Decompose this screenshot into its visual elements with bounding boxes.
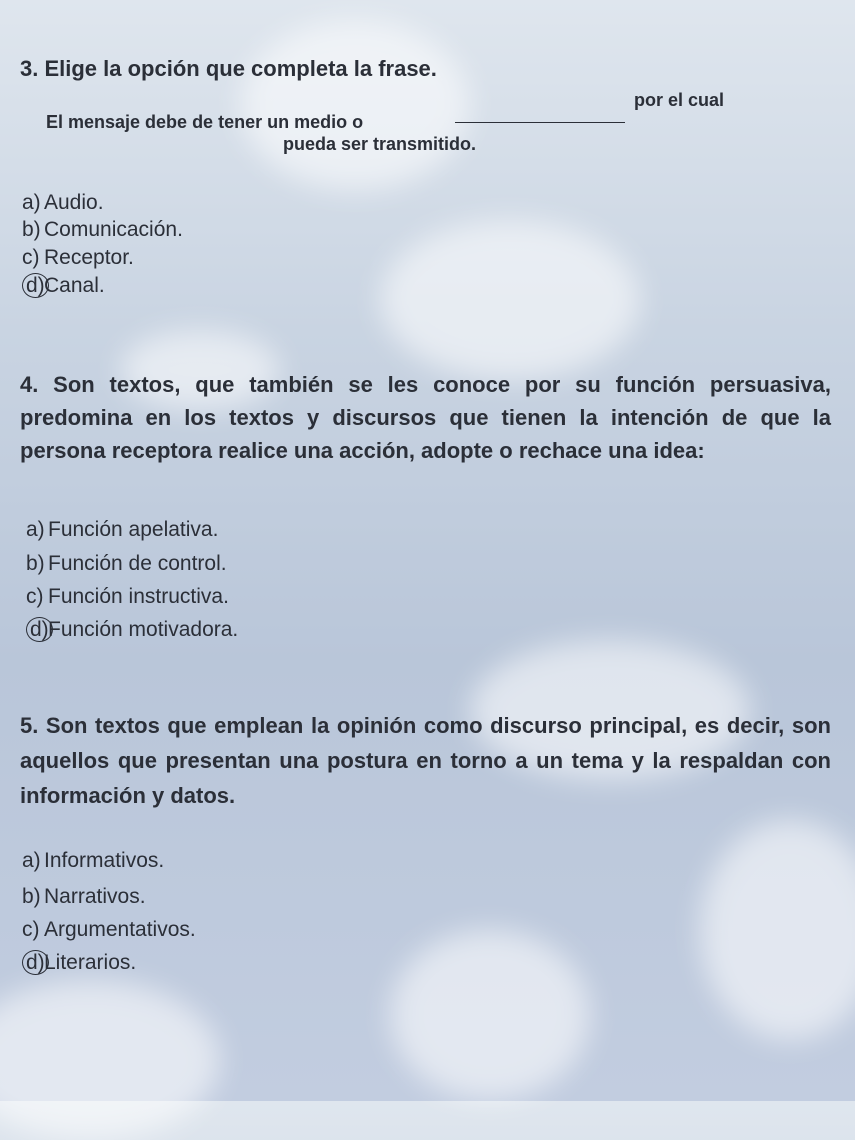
light-patch xyxy=(390,930,590,1100)
option-text: Narrativos. xyxy=(44,885,146,908)
option-letter-circled: d) xyxy=(22,949,44,976)
option-text: Argumentativos. xyxy=(44,918,196,941)
question-5-option-d-selected[interactable] xyxy=(22,949,136,976)
option-text: Audio. xyxy=(44,191,104,214)
option-letter: b) xyxy=(22,885,41,908)
question-3-sentence-part1: El mensaje debe de tener un medio o xyxy=(46,112,364,132)
question-5-option-a[interactable] xyxy=(22,847,164,874)
option-text: Literarios. xyxy=(44,951,137,974)
question-3-title: 3. Elige la opción que completa la frase. xyxy=(20,56,437,81)
option-text: Comunicación. xyxy=(44,218,183,241)
option-text: Función de control. xyxy=(48,552,227,575)
option-letter-circled: d) xyxy=(26,616,48,643)
option-text: Función apelativa. xyxy=(48,518,219,541)
option-letter: a) xyxy=(22,849,41,872)
option-text: Canal. xyxy=(44,274,105,297)
light-patch xyxy=(380,220,640,380)
option-letter: b) xyxy=(26,552,45,575)
option-letter-circled: d) xyxy=(22,272,44,299)
question-3-option-c[interactable] xyxy=(22,244,134,271)
option-text: Informativos. xyxy=(44,849,165,872)
option-letter: b) xyxy=(22,218,41,241)
option-letter: c) xyxy=(22,246,40,269)
question-4-option-d-selected[interactable] xyxy=(26,616,238,643)
option-letter: c) xyxy=(22,918,40,941)
answer-blank[interactable] xyxy=(455,98,625,123)
light-patch xyxy=(240,20,470,190)
question-4-option-a[interactable] xyxy=(26,516,218,543)
option-letter: a) xyxy=(26,518,45,541)
question-5-title: 5. Son textos que emplean la opinión como discurso principal, es decir, son aquellos que presentan una postura en torno a un tema y la respaldan con información y datos. xyxy=(20,713,831,808)
question-5-option-b[interactable] xyxy=(22,883,146,910)
question-3-sentence-part3: pueda ser transmitido. xyxy=(283,134,477,154)
question-3-option-a[interactable] xyxy=(22,189,104,216)
option-letter: a) xyxy=(22,191,41,214)
question-3-sentence-part2: por el cual xyxy=(634,90,725,110)
question-4-option-c[interactable] xyxy=(26,583,229,610)
light-patch xyxy=(0,980,220,1140)
question-5-option-c[interactable] xyxy=(22,916,196,943)
option-letter: c) xyxy=(26,585,44,608)
question-3-option-d-selected[interactable] xyxy=(22,272,105,299)
light-patch xyxy=(700,820,855,1040)
question-4-option-b[interactable] xyxy=(26,550,227,577)
question-3-option-b[interactable] xyxy=(22,216,183,243)
option-text: Función instructiva. xyxy=(48,585,229,608)
question-4-title: 4. Son textos, que también se les conoce por su función persuasiva, predomina en los textos y discursos que tienen la intención de que la persona receptora realice una acción, adopte o rechace una idea: xyxy=(20,372,831,463)
option-text: Receptor. xyxy=(44,246,134,269)
option-text: Función motivadora. xyxy=(48,618,239,641)
